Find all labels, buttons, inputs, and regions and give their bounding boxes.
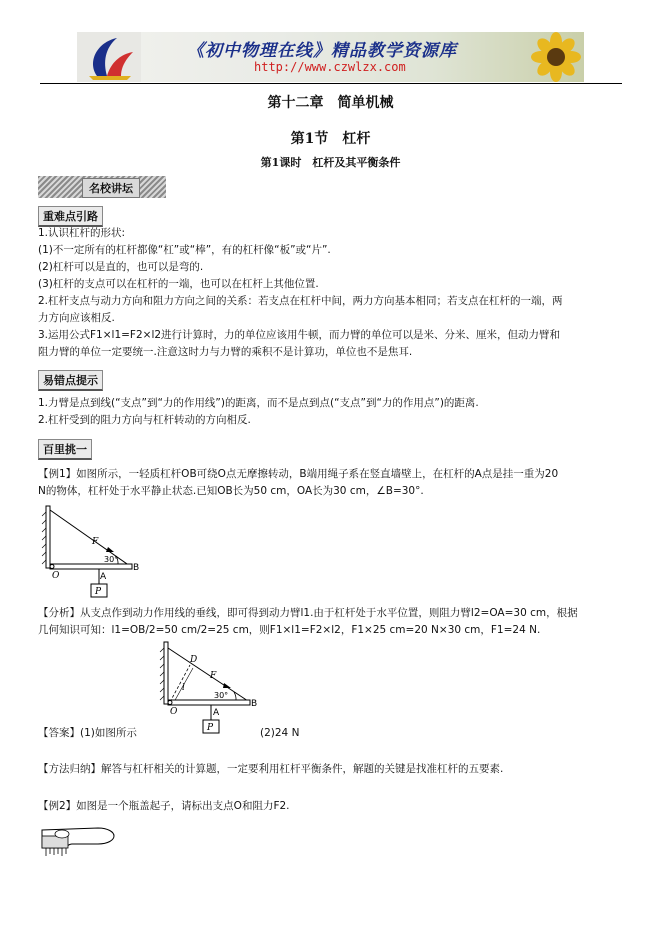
example1-text-1: 【例1】如图所示，一轻质杠杆OB可绕O点无摩擦转动，B端用绳子系在竖直墙壁上，在杠杆的A点是挂一重为20 [38,468,559,480]
zhongnan-line-3: (2)杠杆可以是直的，也可以是弯的. [38,261,204,273]
zhongnan-line-4: (3)杠杆的支点可以在杠杆的一端，也可以在杠杆上其他位置. [38,278,319,290]
banner-url[interactable]: http://www.czwlzx.com [254,60,406,74]
zhongnan-heading: 重难点引路 [38,206,103,227]
zhongnan-line-2: (1)不一定所有的杠杆都像“杠”或“棒”，有的杠杆像“板”或“片”. [38,244,331,256]
fig2-label-angle: 30° [214,691,229,700]
answer-part-1: 【答案】(1)如图所示 [38,727,137,739]
fig1-label-angle: 30° [104,555,119,564]
yicuo-heading: 易错点提示 [38,370,103,391]
fig2-label-d: D [190,655,198,665]
banner-title: 《初中物理在线》精品教学资源库 [187,41,457,61]
mingxiao-banner [38,176,166,198]
header-rule [40,83,622,84]
analysis-line-2: 几何知识可知：l1=OB/2=50 cm/2=25 cm，则F1×l1=F2×l2，F1×25 cm=20 N×30 cm，F1=24 N. [38,624,541,636]
zhongnan-line-8: 阻力臂的单位一定要统一.注意这时力与力臂的乘积不是计算功，单位也不是焦耳. [38,346,413,358]
lesson-title: 第1课时 杠杆及其平衡条件 [260,156,401,169]
yicuo-line-1: 1.力臂是点到线(“支点”到“力的作用线”)的距离，而不是点到点(“支点”到“力的作用点”)的距离. [38,397,479,409]
fig1-label-a: A [100,572,107,582]
chapter-title: 第十二章 简单机械 [267,95,394,111]
yicuo-line-2: 2.杠杆受到的阻力方向与杠杆转动的方向相反. [38,414,251,426]
bottle-opener-figure [38,822,118,862]
method-text: 【方法归纳】解答与杠杆相关的计算题，一定要利用杠杆平衡条件，解题的关键是找准杠杆的五要素. [38,763,504,775]
logo-icon [77,32,141,82]
fig2-label-f: F [210,671,217,681]
lever-figure-2 [156,640,266,740]
zhongnan-line-1: 1.认识杠杆的形状: [38,227,126,239]
baili-heading: 百里挑一 [38,439,92,460]
fig2-label-p: P [207,723,214,733]
sunflower-icon [514,32,584,82]
lever-figure-1 [38,502,148,600]
zhongnan-line-6: 力方向应该相反. [38,312,115,324]
answer-part-2: (2)24 N [260,727,300,739]
analysis-line-1: 【分析】从支点作到动力作用线的垂线，即可得到动力臂l1.由于杠杆处于水平位置，则阻力臂l2=OA=30 cm，根据 [38,607,578,619]
zhongnan-line-5: 2.杠杆支点与动力方向和阻力方向之间的关系：若支点在杠杆中间，两力方向基本相同；若支点在杠杆的一端，两 [38,295,563,307]
section-title: 第1节 杠杆 [290,131,371,147]
fig2-label-a: A [213,708,220,718]
mingxiao-label: 名校讲坛 [82,178,140,198]
fig1-label-f: F [92,537,99,547]
fig1-label-o: O [52,571,60,581]
example1-text-2: N的物体，杠杆处于水平静止状态.已知OB长为50 cm，OA长为30 cm，∠B=30°. [38,485,424,497]
fig1-label-p: P [95,587,102,597]
fig1-label-b: B [133,563,140,573]
fig2-label-l: l [182,683,185,693]
zhongnan-line-7: 3.运用公式F1×l1=F2×l2进行计算时，力的单位应该用牛顿，而力臂的单位可以是米、分米、厘米，但动力臂和 [38,329,561,341]
header-banner [77,32,584,82]
fig2-label-o: O [170,707,178,717]
example2-text: 【例2】如图是一个瓶盖起子，请标出支点O和阻力F2. [38,800,290,812]
fig2-label-b: B [251,699,258,709]
